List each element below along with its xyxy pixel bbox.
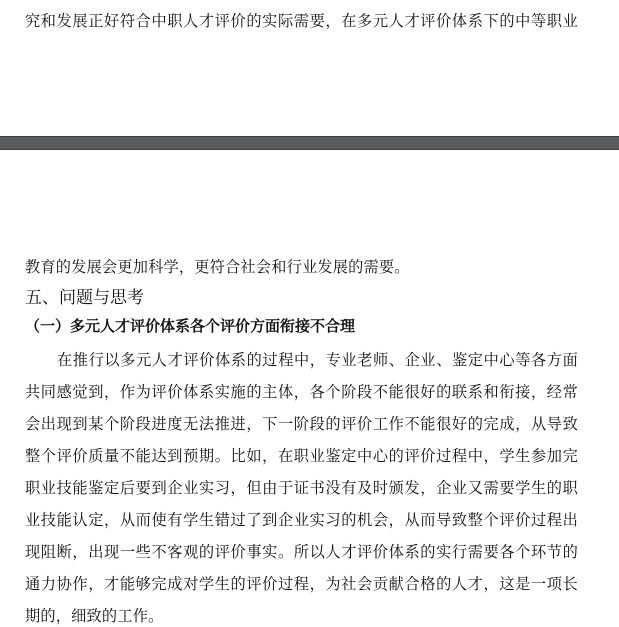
paragraph-line: 业技能认定，从而使有学生错过了到企业实习的机会，从而导致整个评价过程出 xyxy=(25,511,578,529)
paragraph-line: 通力协作，才能够完成对学生的评价过程，为社会贡献合格的人才，这是一项长 xyxy=(25,575,578,593)
paragraph-line: 期的，细致的工作。 xyxy=(25,607,164,625)
paragraph-line: 会出现到某个阶段进度无法推进，下一阶段的评价工作不能很好的完成，从导致 xyxy=(25,415,578,433)
paragraph-line: 现阻断，出现一些不客观的评价事实。所以人才评价体系的实行需要各个环节的 xyxy=(25,543,578,561)
paragraph-line: 在推行以多元人才评价体系的过程中，专业老师、企业、鉴定中心等各方面 xyxy=(57,351,578,369)
paragraph-line: 共同感觉到，作为评价体系实施的主体，各个阶段不能很好的联系和衔接，经常 xyxy=(25,383,578,401)
page-separator xyxy=(0,136,619,150)
document-page-bottom xyxy=(0,150,619,627)
body-text-line: 究和发展正好符合中职人才评价的实际需要，在多元人才评价体系下的中等职业 xyxy=(25,12,578,30)
section-heading: 五、问题与思考 xyxy=(25,288,144,308)
body-text-line: 教育的发展会更加科学，更符合社会和行业发展的需要。 xyxy=(25,258,410,276)
paragraph-line: 职业技能鉴定后要到企业实习，但由于证书没有及时颁发，企业又需要学生的职 xyxy=(25,479,578,497)
document-page-top xyxy=(0,0,619,136)
subsection-heading: （一）多元人才评价体系各个评价方面衔接不合理 xyxy=(25,317,356,335)
paragraph-line: 整个评价质量不能达到预期。比如，在职业鉴定中心的评价过程中，学生参加完 xyxy=(25,447,578,465)
